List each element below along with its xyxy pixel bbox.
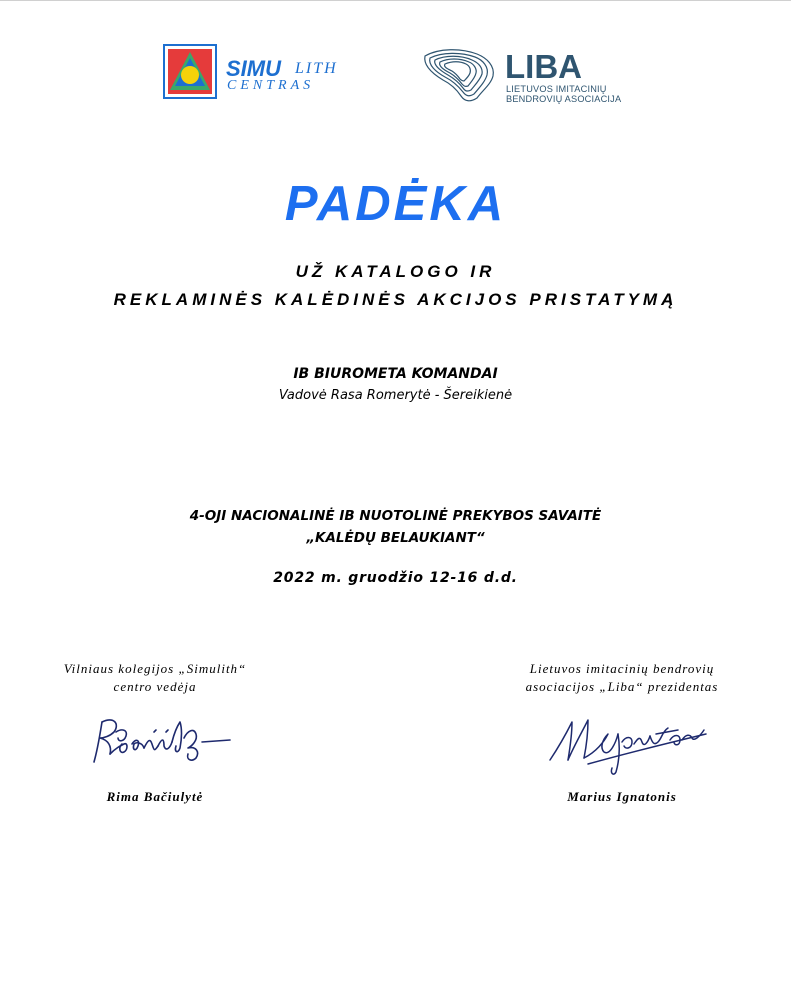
simulith-badge-icon: [163, 44, 217, 99]
simulith-logo: [163, 44, 358, 102]
signature-left-role-line2: centro vedėja: [113, 679, 197, 694]
simulith-centras-text: CENTRAS: [227, 78, 315, 93]
signature-right-name: Marius Ignatonis: [567, 789, 677, 804]
signature-right-handwriting-icon: [544, 712, 714, 778]
signature-left-name: Rima Bačiulytė: [106, 789, 204, 804]
liba-subtitle-line2: BENDROVIŲ ASOCIACIJA: [506, 94, 622, 104]
liba-logo: [421, 44, 621, 106]
recipient-leader: Vadovė Rasa Romerytė - Šereikienė: [278, 388, 513, 403]
certificate-title: PADĖKA: [284, 177, 507, 231]
signature-block-right: [502, 660, 742, 696]
liba-map-mark-icon: [421, 44, 499, 104]
signature-right-role-line1: Lietuvos imitacinių bendrovių: [529, 661, 715, 676]
subtitle-line2: REKLAMINĖS KALĖDINĖS AKCIJOS PRISTATYMĄ: [113, 290, 678, 309]
top-border: [0, 0, 791, 1]
signature-right-role-line2: asociacijos „Liba“ prezidentas: [525, 679, 719, 694]
recipient-name: IB BIUROMETA KOMANDAI: [293, 366, 498, 382]
liba-subtitle: [506, 84, 626, 104]
simulith-lith-text: LITH: [295, 60, 338, 77]
signature-left-role-line1: Vilniaus kolegijos „Simulith“: [63, 661, 247, 676]
subtitle-line1: UŽ KATALOGO IR: [295, 262, 496, 281]
liba-subtitle-line1: LIETUVOS IMITACINIŲ: [506, 84, 607, 94]
signature-block-left: [35, 660, 275, 696]
event-date: 2022 m. gruodžio 12-16 d.d.: [273, 570, 518, 586]
liba-name-text: LIBA: [505, 48, 582, 85]
event-line1: 4-OJI NACIONALINĖ IB NUOTOLINĖ PREKYBOS SAVAITĖ: [189, 508, 602, 524]
signature-left-handwriting-icon: [88, 708, 238, 770]
event-line2: „KALĖDŲ BELAUKIANT“: [306, 530, 485, 546]
simulith-simu-text: SIMU: [226, 56, 281, 81]
